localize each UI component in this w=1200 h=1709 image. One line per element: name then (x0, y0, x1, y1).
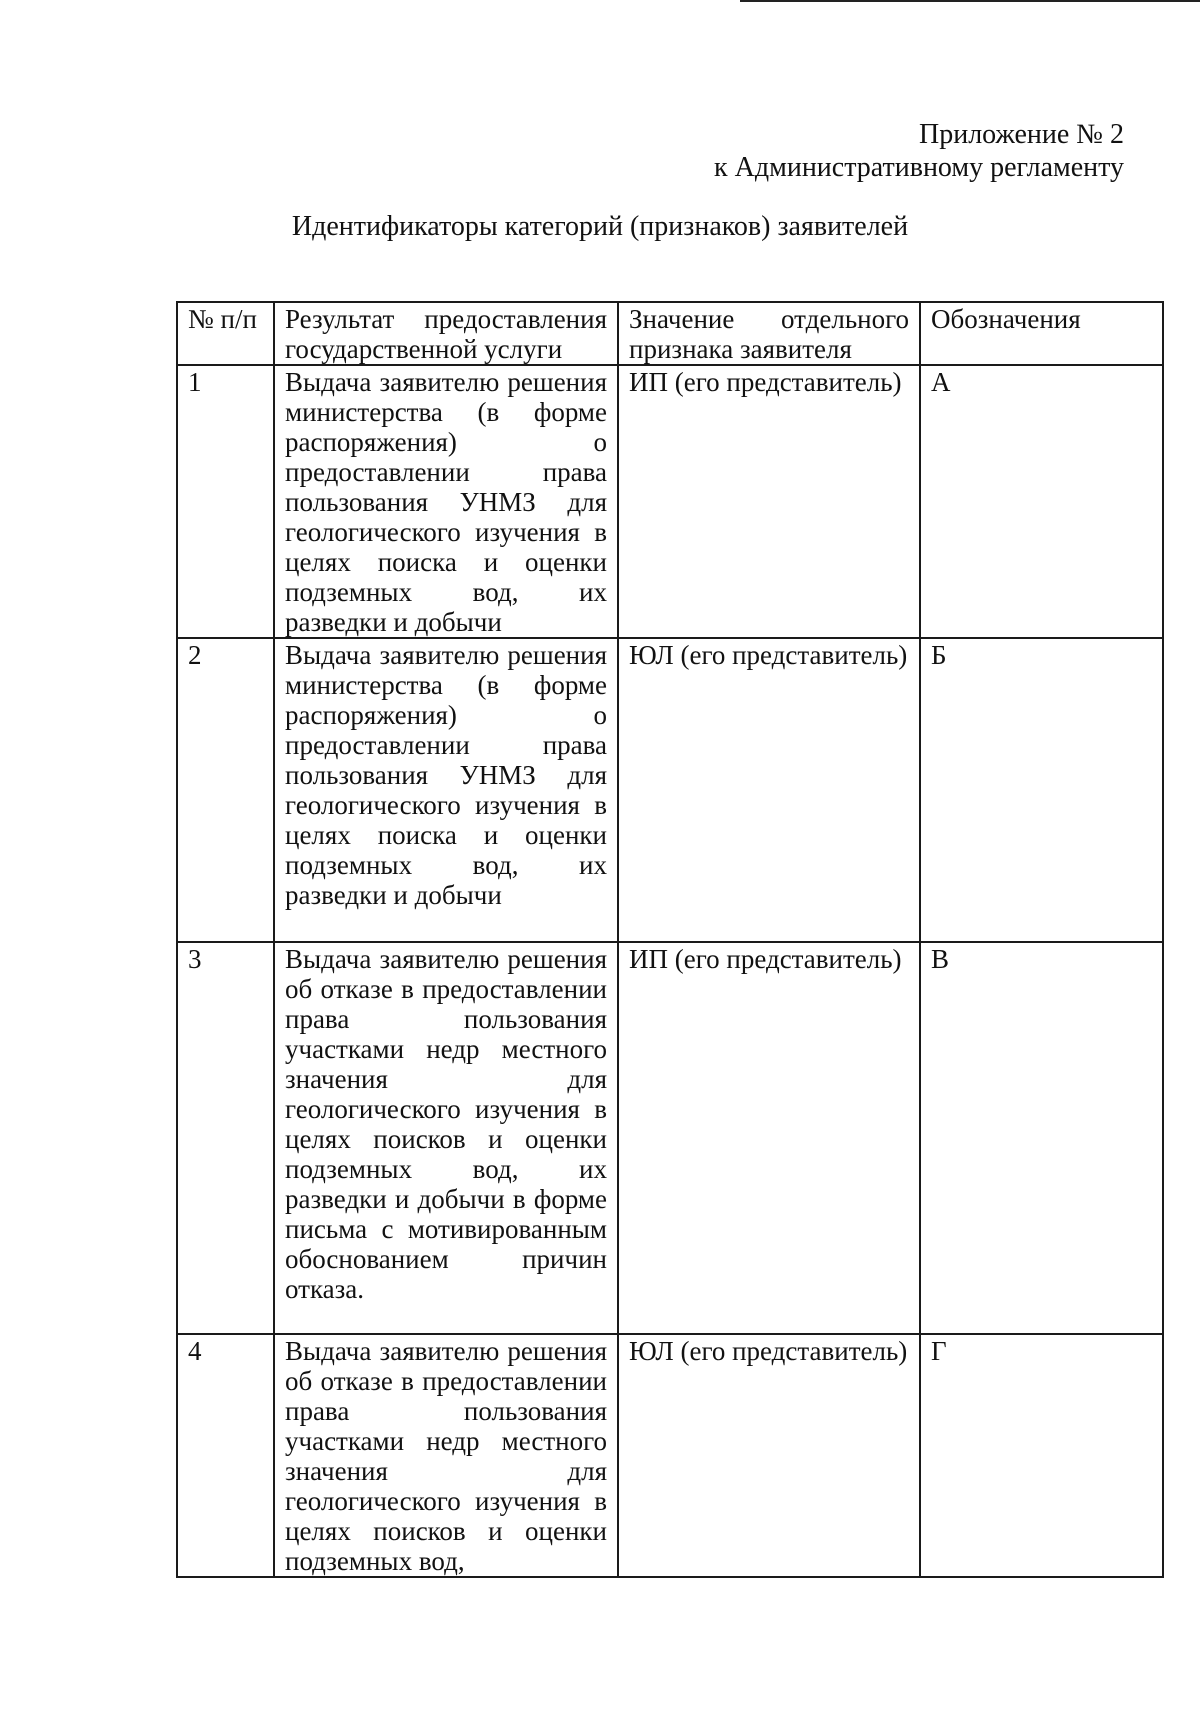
row-value: ИП (его представитель) (618, 942, 920, 1334)
row-symbol: Б (920, 638, 1163, 942)
row-result: Выдача заявителю решения об отказе в предоставлении права пользования участками недр местного значения для геологического изучения в целях поисков и оценки подземных вод, их разведки и добычи в форме письма с мотивированным обоснованием причин отказа. (274, 942, 618, 1334)
row-number: 2 (177, 638, 274, 942)
table-header-row (177, 302, 1163, 365)
appendix-regulation: к Административному регламенту (714, 152, 1124, 183)
header-symbol: Обозначения (920, 302, 1163, 365)
row-value: ИП (его представитель) (618, 365, 920, 638)
header-value: Значение отдельного признака заявителя (618, 302, 920, 365)
appendix-reference (714, 118, 1124, 184)
table-row (177, 365, 1163, 638)
row-result: Выдача заявителю решения министерства (в форме распоряжения) о предоставлении права пользования УНМЗ для геологического изучения в целях поиска и оценки подземных вод, их разведки и добычи (274, 365, 618, 638)
row-number: 1 (177, 365, 274, 638)
row-symbol: А (920, 365, 1163, 638)
row-symbol: В (920, 942, 1163, 1334)
row-number: 3 (177, 942, 274, 1334)
applicant-categories-table (176, 301, 1164, 1578)
appendix-number: Приложение № 2 (919, 119, 1124, 150)
row-number: 4 (177, 1334, 274, 1577)
table-row (177, 942, 1163, 1334)
table-row (177, 1334, 1163, 1577)
top-edge-rule (740, 0, 1200, 2)
header-result: Результат предоставления государственной услуги (274, 302, 618, 365)
table-row (177, 638, 1163, 942)
row-value: ЮЛ (его представитель) (618, 1334, 920, 1577)
row-symbol: Г (920, 1334, 1163, 1577)
row-result: Выдача заявителю решения об отказе в предоставлении права пользования участками недр местного значения для геологического изучения в целях поисков и оценки подземных вод, (274, 1334, 618, 1577)
row-result: Выдача заявителю решения министерства (в форме распоряжения) о предоставлении права пользования УНМЗ для геологического изучения в целях поиска и оценки подземных вод, их разведки и добычи (274, 638, 618, 942)
header-number: № п/п (177, 302, 274, 365)
row-value: ЮЛ (его представитель) (618, 638, 920, 942)
document-title: Идентификаторы категорий (признаков) заявителей (291, 211, 909, 242)
